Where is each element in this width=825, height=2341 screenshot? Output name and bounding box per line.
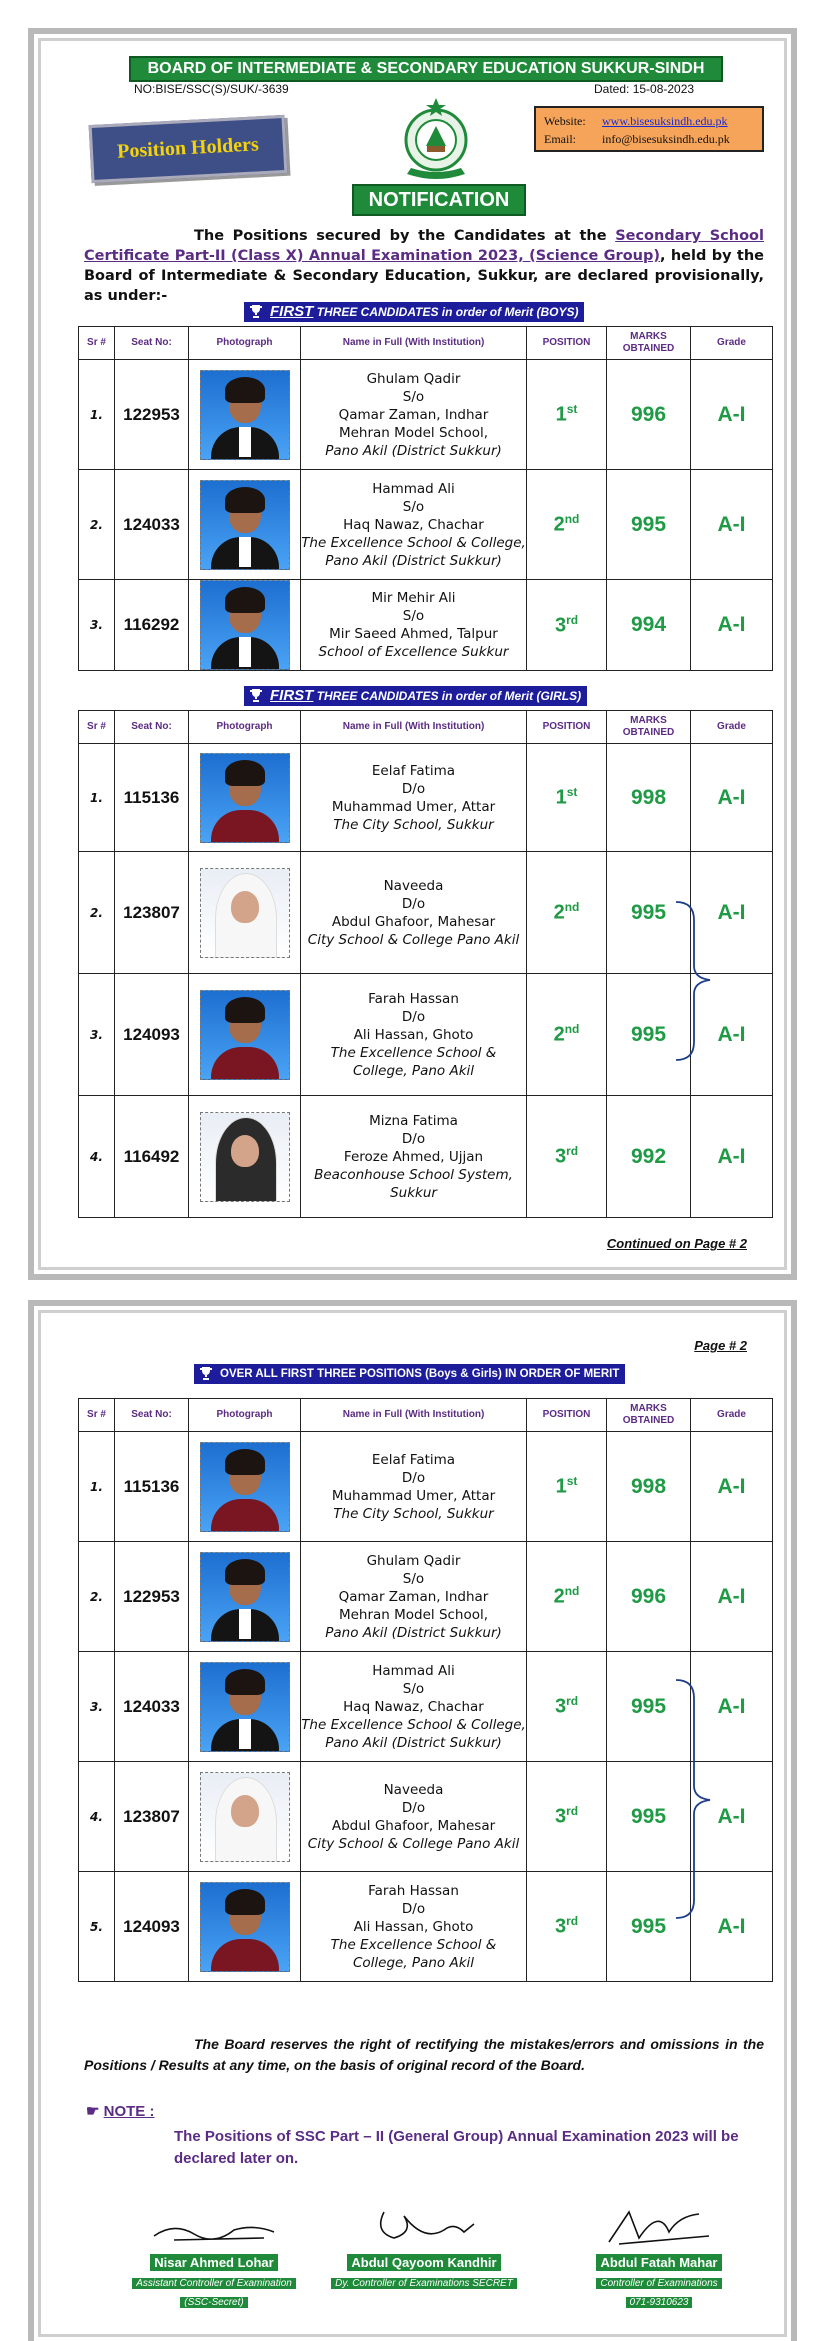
marks-obtained: 995 xyxy=(607,974,691,1096)
grade: A-I xyxy=(691,1096,773,1218)
header-name: Name in Full (With Institution) xyxy=(301,711,527,744)
sr-number: 3. xyxy=(79,974,115,1096)
header-photo: Photograph xyxy=(189,327,301,360)
grade: A-I xyxy=(691,852,773,974)
marks-obtained: 995 xyxy=(607,1872,691,1982)
position-suffix: rd xyxy=(566,1144,579,1159)
header-marks: MARKS OBTAINED xyxy=(607,711,691,744)
marks-obtained: 995 xyxy=(607,1762,691,1872)
position-suffix: rd xyxy=(566,1694,579,1709)
relation: D/o xyxy=(401,780,426,797)
website-link[interactable]: www.bisesuksindh.edu.pk xyxy=(602,114,728,128)
marks-obtained: 992 xyxy=(607,1096,691,1218)
institution-line-2: Pano Akil (District Sukkur) xyxy=(325,552,502,569)
boys-banner-first: FIRST xyxy=(270,303,314,320)
seat-number: 123807 xyxy=(115,852,189,974)
institution-line-2: College, Pano Akil xyxy=(352,1062,475,1079)
header-seat: Seat No: xyxy=(115,711,189,744)
photo-cell xyxy=(189,360,301,470)
father-name: Muhammad Umer, Attar xyxy=(331,798,496,815)
position-cell xyxy=(527,1872,607,1982)
sr-number: 4. xyxy=(79,1762,115,1872)
father-name: Abdul Ghafoor, Mahesar xyxy=(331,1817,496,1834)
note-label: NOTE : xyxy=(103,2103,155,2120)
grade: A-I xyxy=(691,580,773,671)
seat-number: 115136 xyxy=(115,1432,189,1542)
position-number: 3 xyxy=(554,614,567,637)
reference-number: NO:BISE/SSC(S)/SUK/-3639 xyxy=(134,82,289,96)
name-cell xyxy=(301,1542,527,1652)
candidate-name: Eelaf Fatima xyxy=(371,762,456,779)
position-number: 2 xyxy=(553,1023,565,1046)
candidate-name: Hammad Ali xyxy=(372,1662,455,1679)
girls-banner-text: THREE CANDIDATES in order of Merit (GIRLS) xyxy=(313,689,582,703)
header-marks: MARKS OBTAINED xyxy=(607,327,691,360)
table-row xyxy=(79,852,773,974)
page-1 xyxy=(28,28,797,1280)
name-cell xyxy=(301,1762,527,1872)
name-cell xyxy=(301,744,527,852)
intro-highlight: Secondary School Certificate Part-II (Class X) Annual Examination 2023, (Science Group) xyxy=(84,228,764,264)
photo-cell xyxy=(189,580,301,671)
position-number: 2 xyxy=(553,1585,565,1608)
sr-number: 1. xyxy=(79,360,115,470)
table-row xyxy=(79,1096,773,1218)
board-logo-icon xyxy=(397,96,475,186)
intro-part-1: The Positions secured by the Candidates at the xyxy=(194,228,616,244)
table-row xyxy=(79,360,773,470)
position-number: 3 xyxy=(554,1915,567,1938)
position-suffix: st xyxy=(566,1474,578,1489)
page-2 xyxy=(28,1300,797,2341)
header-position: POSITION xyxy=(527,711,607,744)
grade: A-I xyxy=(691,1542,773,1652)
marks-obtained: 994 xyxy=(607,580,691,671)
position-number: 3 xyxy=(554,1695,567,1718)
seat-number: 116492 xyxy=(115,1096,189,1218)
candidate-photo xyxy=(200,868,290,958)
grade: A-I xyxy=(691,1432,773,1542)
pointing-hand-icon: ☛ xyxy=(86,2103,104,2120)
institution-line-1: The City School, Sukkur xyxy=(333,1505,494,1522)
candidate-name: Naveeda xyxy=(383,1781,444,1798)
institution-line-1: The Excellence School & xyxy=(330,1936,497,1953)
marks-obtained: 995 xyxy=(607,852,691,974)
seat-number: 116292 xyxy=(115,580,189,671)
overall-table xyxy=(78,1398,773,1982)
candidate-photo xyxy=(200,1662,290,1752)
table-row xyxy=(79,1872,773,1982)
header-grade: Grade xyxy=(691,711,773,744)
sr-number: 2. xyxy=(79,852,115,974)
relation: D/o xyxy=(401,1008,426,1025)
board-title: BOARD OF INTERMEDIATE & SECONDARY EDUCATION SUKKUR-SINDH xyxy=(129,56,723,82)
table-row xyxy=(79,744,773,852)
photo-cell xyxy=(189,1542,301,1652)
candidate-photo xyxy=(200,1882,290,1972)
position-suffix: rd xyxy=(566,612,579,627)
boys-banner xyxy=(244,302,584,322)
name-cell xyxy=(301,1652,527,1762)
notification-title: NOTIFICATION xyxy=(352,184,526,216)
website-label: Website: xyxy=(544,114,586,128)
continued-note: Continued on Page # 2 xyxy=(606,1236,747,1251)
badge-label: Position Holders xyxy=(116,133,260,163)
father-name: Mir Saeed Ahmed, Talpur xyxy=(329,626,498,642)
overall-banner-text: OVER ALL FIRST THREE POSITIONS (Boys & Girls) IN ORDER OF MERIT xyxy=(220,1368,620,1380)
boys-banner-text: THREE CANDIDATES in order of Merit (BOYS) xyxy=(313,305,579,319)
marks-obtained: 998 xyxy=(607,1432,691,1542)
header-position: POSITION xyxy=(527,327,607,360)
father-name: Muhammad Umer, Attar xyxy=(331,1487,496,1504)
header-marks: MARKS OBTAINED xyxy=(607,1399,691,1432)
trophy-icon xyxy=(199,1366,213,1380)
intro-paragraph xyxy=(84,226,764,306)
position-cell xyxy=(527,744,607,852)
candidate-name: Mir Mehir Ali xyxy=(371,590,456,606)
page-number: Page # 2 xyxy=(694,1338,747,1353)
father-name: Qamar Zaman, Indhar xyxy=(338,1588,489,1605)
sr-number: 3. xyxy=(79,580,115,671)
institution-line-1: The Excellence School & College, xyxy=(301,1716,526,1733)
note-heading xyxy=(86,2102,154,2120)
father-name: Qamar Zaman, Indhar xyxy=(338,406,489,423)
reservation-clause: The Board reserves the right of rectifying the mistakes/errors and omissions in the Positions / Results at any time, on the basis of original record of the Board. xyxy=(84,2036,764,2073)
candidate-photo xyxy=(200,480,290,570)
candidate-photo xyxy=(200,1552,290,1642)
position-suffix: nd xyxy=(564,1022,580,1037)
institution-line-1: The Excellence School & xyxy=(330,1044,497,1061)
signature-1-icon xyxy=(144,2202,284,2252)
signature-3-icon xyxy=(589,2202,729,2252)
signatory-1-name: Nisar Ahmed Lohar xyxy=(150,2254,277,2271)
signatory-2-name: Abdul Qayoom Kandhir xyxy=(347,2254,500,2271)
position-cell xyxy=(527,470,607,580)
name-cell xyxy=(301,974,527,1096)
grade: A-I xyxy=(691,360,773,470)
sr-number: 1. xyxy=(79,744,115,852)
name-cell xyxy=(301,580,527,671)
institution-line-2: College, Pano Akil xyxy=(352,1954,475,1971)
father-name: Haq Nawaz, Chachar xyxy=(343,1698,484,1715)
position-cell xyxy=(527,974,607,1096)
header-photo: Photograph xyxy=(189,711,301,744)
sr-number: 1. xyxy=(79,1432,115,1542)
seat-number: 123807 xyxy=(115,1762,189,1872)
candidate-photo xyxy=(200,370,290,460)
name-cell xyxy=(301,1432,527,1542)
grade: A-I xyxy=(691,744,773,852)
sr-number: 3. xyxy=(79,1652,115,1762)
date: Dated: 15-08-2023 xyxy=(594,82,695,96)
trophy-icon xyxy=(249,688,263,702)
grade: A-I xyxy=(691,470,773,580)
father-name: Feroze Ahmed, Ujjan xyxy=(343,1148,484,1165)
candidate-photo xyxy=(200,990,290,1080)
sr-number: 2. xyxy=(79,1542,115,1652)
position-cell xyxy=(527,360,607,470)
father-name: Abdul Ghafoor, Mahesar xyxy=(331,913,496,930)
photo-cell xyxy=(189,852,301,974)
header-name: Name in Full (With Institution) xyxy=(301,1399,527,1432)
position-suffix: st xyxy=(566,402,578,417)
girls-table xyxy=(78,710,773,1218)
relation: D/o xyxy=(401,1469,426,1486)
seat-number: 115136 xyxy=(115,744,189,852)
position-number: 2 xyxy=(553,513,565,536)
table-row xyxy=(79,974,773,1096)
father-name: Ali Hassan, Ghoto xyxy=(353,1026,474,1043)
header-grade: Grade xyxy=(691,327,773,360)
position-suffix: st xyxy=(566,785,578,800)
position-number: 1 xyxy=(555,786,567,809)
position-suffix: nd xyxy=(564,900,580,915)
grade: A-I xyxy=(691,1762,773,1872)
contact-box xyxy=(534,106,764,152)
intro-part-2: , held by the Board of Intermediate & Secondary Education, Sukkur, are declared provisionally, as under:- xyxy=(84,248,764,304)
name-cell xyxy=(301,470,527,580)
candidate-name: Hammad Ali xyxy=(372,480,455,497)
tie-brace-overall xyxy=(670,1674,730,1924)
relation: D/o xyxy=(401,1130,426,1147)
table-row xyxy=(79,1762,773,1872)
position-suffix: nd xyxy=(564,512,580,527)
photo-cell xyxy=(189,470,301,580)
seat-number: 124033 xyxy=(115,470,189,580)
candidate-photo xyxy=(200,1442,290,1532)
candidate-name: Ghulam Qadir xyxy=(366,1552,461,1569)
header-seat: Seat No: xyxy=(115,327,189,360)
position-cell xyxy=(527,580,607,671)
institution-line-2: Sukkur xyxy=(390,1184,437,1201)
candidate-name: Naveeda xyxy=(383,877,444,894)
table-row xyxy=(79,1542,773,1652)
girls-banner-first: FIRST xyxy=(270,687,314,704)
marks-obtained: 995 xyxy=(607,470,691,580)
table-row xyxy=(79,1432,773,1542)
relation: S/o xyxy=(402,1680,425,1697)
photo-cell xyxy=(189,1872,301,1982)
header-sr: Sr # xyxy=(79,711,115,744)
institution-line-1: The Excellence School & College, xyxy=(301,534,526,551)
table-row xyxy=(79,470,773,580)
relation: S/o xyxy=(402,1570,425,1587)
name-cell xyxy=(301,360,527,470)
note-text: The Positions of SSC Part – II (General Group) Annual Examination 2023 will be declared later on. xyxy=(174,2128,739,2167)
candidate-photo xyxy=(200,1772,290,1862)
header-sr: Sr # xyxy=(79,1399,115,1432)
signature-2-icon xyxy=(354,2202,494,2252)
marks-obtained: 996 xyxy=(607,360,691,470)
girls-banner xyxy=(244,686,587,706)
institution-line-1: City School & College Pano Akil xyxy=(307,1835,520,1852)
overall-header-row xyxy=(79,1399,773,1432)
institution-line-1: The City School, Sukkur xyxy=(333,816,494,833)
seat-number: 124093 xyxy=(115,1872,189,1982)
photo-cell xyxy=(189,1432,301,1542)
position-suffix: rd xyxy=(566,1804,579,1819)
header-position: POSITION xyxy=(527,1399,607,1432)
signatory-2 xyxy=(324,2202,524,2290)
header-grade: Grade xyxy=(691,1399,773,1432)
sr-number: 2. xyxy=(79,470,115,580)
institution-line-1: Mehran Model School, xyxy=(338,424,489,441)
position-number: 3 xyxy=(554,1145,567,1168)
table-row xyxy=(79,1652,773,1762)
position-suffix: rd xyxy=(566,1914,579,1929)
seat-number: 122953 xyxy=(115,1542,189,1652)
candidate-name: Farah Hassan xyxy=(368,990,459,1007)
photo-cell xyxy=(189,1652,301,1762)
relation: S/o xyxy=(402,498,425,515)
relation: D/o xyxy=(401,895,426,912)
marks-obtained: 995 xyxy=(607,1652,691,1762)
photo-cell xyxy=(189,1096,301,1218)
girls-header-row xyxy=(79,711,773,744)
position-cell xyxy=(527,1096,607,1218)
table-row xyxy=(79,580,773,671)
photo-cell xyxy=(189,974,301,1096)
seat-number: 124093 xyxy=(115,974,189,1096)
institution-line-1: City School & College Pano Akil xyxy=(307,931,520,948)
sr-number: 4. xyxy=(79,1096,115,1218)
position-number: 1 xyxy=(555,403,567,426)
signatory-1 xyxy=(114,2202,314,2309)
grade: A-I xyxy=(691,1872,773,1982)
boys-header-row xyxy=(79,327,773,360)
position-number: 3 xyxy=(554,1805,567,1828)
candidate-name: Eelaf Fatima xyxy=(371,1451,456,1468)
name-cell xyxy=(301,1872,527,1982)
relation: D/o xyxy=(401,1799,426,1816)
candidate-name: Ghulam Qadir xyxy=(366,370,461,387)
grade: A-I xyxy=(691,974,773,1096)
institution-line-1: Beaconhouse School System, xyxy=(314,1166,513,1183)
marks-obtained: 998 xyxy=(607,744,691,852)
header-seat: Seat No: xyxy=(115,1399,189,1432)
marks-obtained: 996 xyxy=(607,1542,691,1652)
father-name: Haq Nawaz, Chachar xyxy=(343,516,484,533)
position-cell xyxy=(527,1652,607,1762)
institution-line-2: Pano Akil (District Sukkur) xyxy=(325,1624,502,1641)
position-cell xyxy=(527,1432,607,1542)
institution-line-1: School of Excellence Sukkur xyxy=(318,644,509,660)
relation: S/o xyxy=(402,608,425,624)
photo-cell xyxy=(189,1762,301,1872)
boys-table xyxy=(78,326,773,671)
header-photo: Photograph xyxy=(189,1399,301,1432)
signatory-3-designation: Controller of Examinations xyxy=(596,2278,721,2289)
father-name: Ali Hassan, Ghoto xyxy=(353,1918,474,1935)
institution-line-1: Mehran Model School, xyxy=(338,1606,489,1623)
overall-banner xyxy=(194,1364,625,1384)
grade: A-I xyxy=(691,1652,773,1762)
relation: D/o xyxy=(401,1900,426,1917)
position-suffix: nd xyxy=(564,1584,580,1599)
tie-brace-girls xyxy=(670,896,730,1066)
name-cell xyxy=(301,1096,527,1218)
header-sr: Sr # xyxy=(79,327,115,360)
seat-number: 122953 xyxy=(115,360,189,470)
seat-number: 124033 xyxy=(115,1652,189,1762)
position-cell xyxy=(527,1542,607,1652)
email-label: Email: xyxy=(544,132,576,146)
candidate-name: Mizna Fatima xyxy=(369,1112,458,1129)
institution-line-2: Pano Akil (District Sukkur) xyxy=(325,442,502,459)
position-cell xyxy=(527,1762,607,1872)
header-name: Name in Full (With Institution) xyxy=(301,327,527,360)
position-cell xyxy=(527,852,607,974)
sr-number: 5. xyxy=(79,1872,115,1982)
signatory-1-designation: Assistant Controller of Examination xyxy=(132,2278,296,2289)
signatory-3 xyxy=(564,2202,754,2309)
email-address[interactable]: info@bisesuksindh.edu.pk xyxy=(602,132,730,146)
signatory-3-phone: 071-9310623 xyxy=(626,2297,693,2308)
candidate-photo xyxy=(200,753,290,843)
trophy-icon xyxy=(249,304,263,318)
institution-line-2: Pano Akil (District Sukkur) xyxy=(325,1734,502,1751)
candidate-name: Farah Hassan xyxy=(368,1882,459,1899)
signatory-1-section: (SSC-Secret) xyxy=(180,2297,247,2308)
position-number: 1 xyxy=(555,1475,567,1498)
name-cell xyxy=(301,852,527,974)
candidate-photo xyxy=(200,580,290,670)
position-number: 2 xyxy=(553,901,565,924)
signatory-3-name: Abdul Fatah Mahar xyxy=(596,2254,721,2271)
candidate-photo xyxy=(200,1112,290,1202)
photo-cell xyxy=(189,744,301,852)
position-holders-badge xyxy=(89,115,288,183)
signatory-2-designation: Dy. Controller of Examinations SECRET xyxy=(331,2278,517,2289)
relation: S/o xyxy=(402,388,425,405)
